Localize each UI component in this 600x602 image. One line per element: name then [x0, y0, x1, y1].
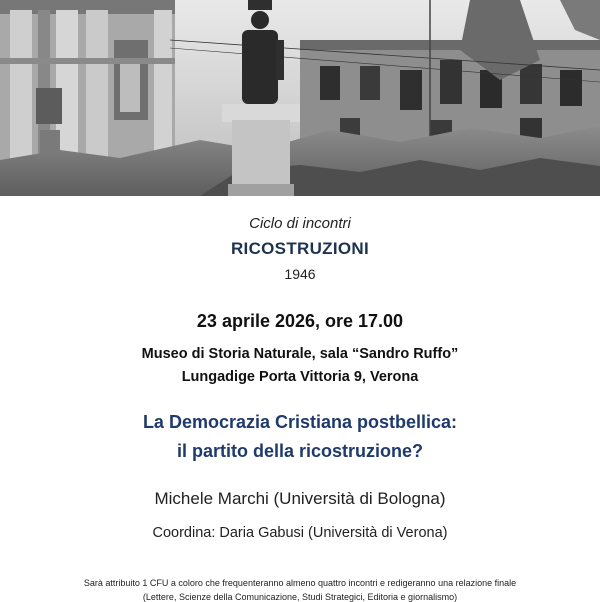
series-year: 1946 — [284, 266, 316, 282]
talk-title-line1: La Democrazia Cristiana postbellica: — [142, 412, 458, 432]
talk-speaker: Michele Marchi (Università di Bologna) — [154, 489, 446, 508]
event-venue-name: Museo di Storia Naturale, sala “Sandro Ruffo” — [141, 346, 459, 362]
header-photo — [0, 0, 600, 196]
footer-note-line1: Sarà attribuito 1 CFU a coloro che frequenteranno almeno quattro incontri e redigeranno una relazione finale — [83, 578, 517, 588]
photo-ruins-statue-icon — [0, 0, 600, 196]
series-title: RICOSTRUZIONI — [230, 239, 369, 258]
series-label: Ciclo di incontri — [249, 215, 351, 232]
talk-coordinator: Coordina: Daria Gabusi (Università di Verona) — [152, 525, 448, 541]
event-datetime: 23 aprile 2026, ore 17.00 — [196, 311, 404, 331]
event-venue-address: Lungadige Porta Vittoria 9, Verona — [181, 369, 419, 385]
footer-note-line2: (Lettere, Scienze della Comunicazione, Studi Strategici, Editoria e giornalismo) — [142, 592, 458, 602]
talk-title-line2: il partito della ricostruzione? — [176, 441, 424, 461]
